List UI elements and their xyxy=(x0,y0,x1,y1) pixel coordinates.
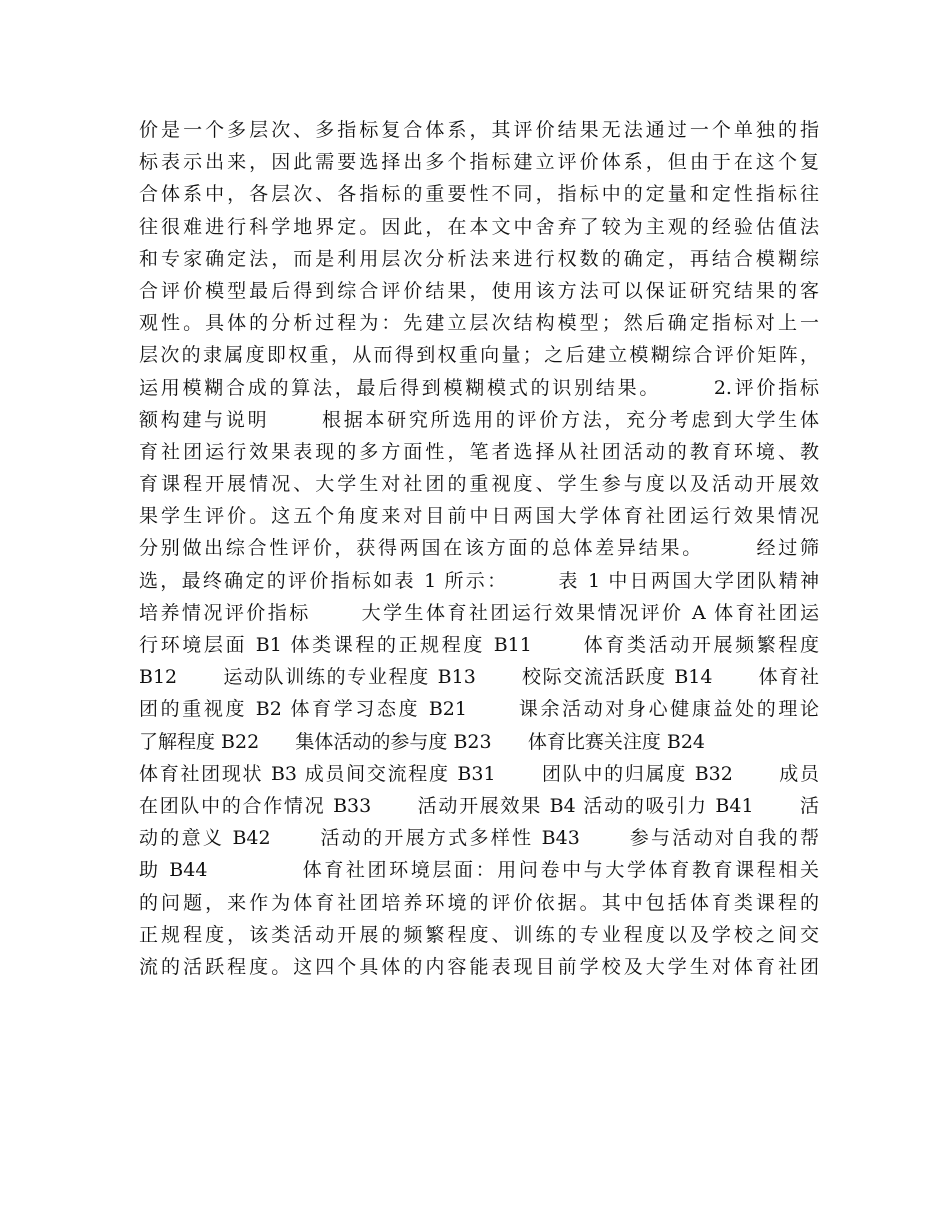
body-text xyxy=(139,114,819,983)
text-line: 培养情况评价指标 大学生体育社团运行效果情况评价 A 体育社团运 xyxy=(139,601,819,624)
text-line: 和专家确定法，而是利用层次分析法来进行权数的确定，再结合模糊综 xyxy=(139,247,819,270)
text-line: 果学生评价。这五个角度来对目前中日两国大学体育社团运行效果情况 xyxy=(139,505,819,528)
text-line: 育课程开展情况、大学生对社团的重视度、学生参与度以及活动开展效 xyxy=(139,473,819,496)
text-line: 体育社团现状 B3 成员间交流程度 B31 团队中的归属度 B32 成员 xyxy=(139,762,819,785)
text-line: 标表示出来，因此需要选择出多个指标建立评价体系，但由于在这个复 xyxy=(139,151,819,174)
text-line: B12 运动队训练的专业程度 B13 校际交流活跃度 B14 体育社 xyxy=(139,666,819,689)
text-line: 分别做出综合性评价，获得两国在该方面的总体差异结果。 经过筛 xyxy=(139,537,819,560)
text-line: 往很难进行科学地界定。因此，在本文中舍弃了较为主观的经验估值法 xyxy=(139,215,819,238)
text-line: 在团队中的合作情况 B33 活动开展效果 B4 活动的吸引力 B41 活 xyxy=(139,794,819,817)
text-line: 合评价模型最后得到综合评价结果，使用该方法可以保证研究结果的客 xyxy=(139,279,819,302)
text-line: 观性。具体的分析过程为：先建立层次结构模型；然后确定指标对上一 xyxy=(139,312,819,335)
text-line: 价是一个多层次、多指标复合体系，其评价结果无法通过一个单独的指 xyxy=(139,119,819,141)
text-line: 运用模糊合成的算法，最后得到模糊模式的识别结果。 2.评价指标 xyxy=(139,376,819,399)
text-line: 的问题，来作为体育社团培养环境的评价依据。其中包括体育类课程的 xyxy=(139,891,819,914)
text-line: 合体系中，各层次、各指标的重要性不同，指标中的定量和定性指标往 xyxy=(139,183,819,206)
text-line: 选，最终确定的评价指标如表 1 所示： 表 1 中日两国大学团队精神 xyxy=(139,569,819,592)
text-line: 育社团运行效果表现的多方面性，笔者选择从社团活动的教育环境、教 xyxy=(139,440,819,463)
text-line: 助 B44 体育社团环境层面：用问卷中与大学体育教育课程相关 xyxy=(139,859,819,882)
text-line: 行环境层面 B1 体类课程的正规程度 B11 体育类活动开展频繁程度 xyxy=(139,634,819,656)
text-line: 额构建与说明 根据本研究所选用的评价方法，充分考虑到大学生体 xyxy=(139,408,819,431)
text-line: 了解程度 B22 集体活动的参与度 B23 体育比赛关注度 B24 xyxy=(139,730,706,753)
text-line: 正规程度，该类活动开展的频繁程度、训练的专业程度以及学校之间交 xyxy=(139,923,819,946)
text-line: 动的意义 B42 活动的开展方式多样性 B43 参与活动对自我的帮 xyxy=(139,827,819,850)
text-line: 团的重视度 B2 体育学习态度 B21 课余活动对身心健康益处的理论 xyxy=(139,698,819,721)
text-line: 层次的隶属度即权重，从而得到权重向量；之后建立模糊综合评价矩阵， xyxy=(139,344,819,367)
text-line: 流的活跃程度。这四个具体的内容能表现目前学校及大学生对体育社团 xyxy=(139,955,819,978)
